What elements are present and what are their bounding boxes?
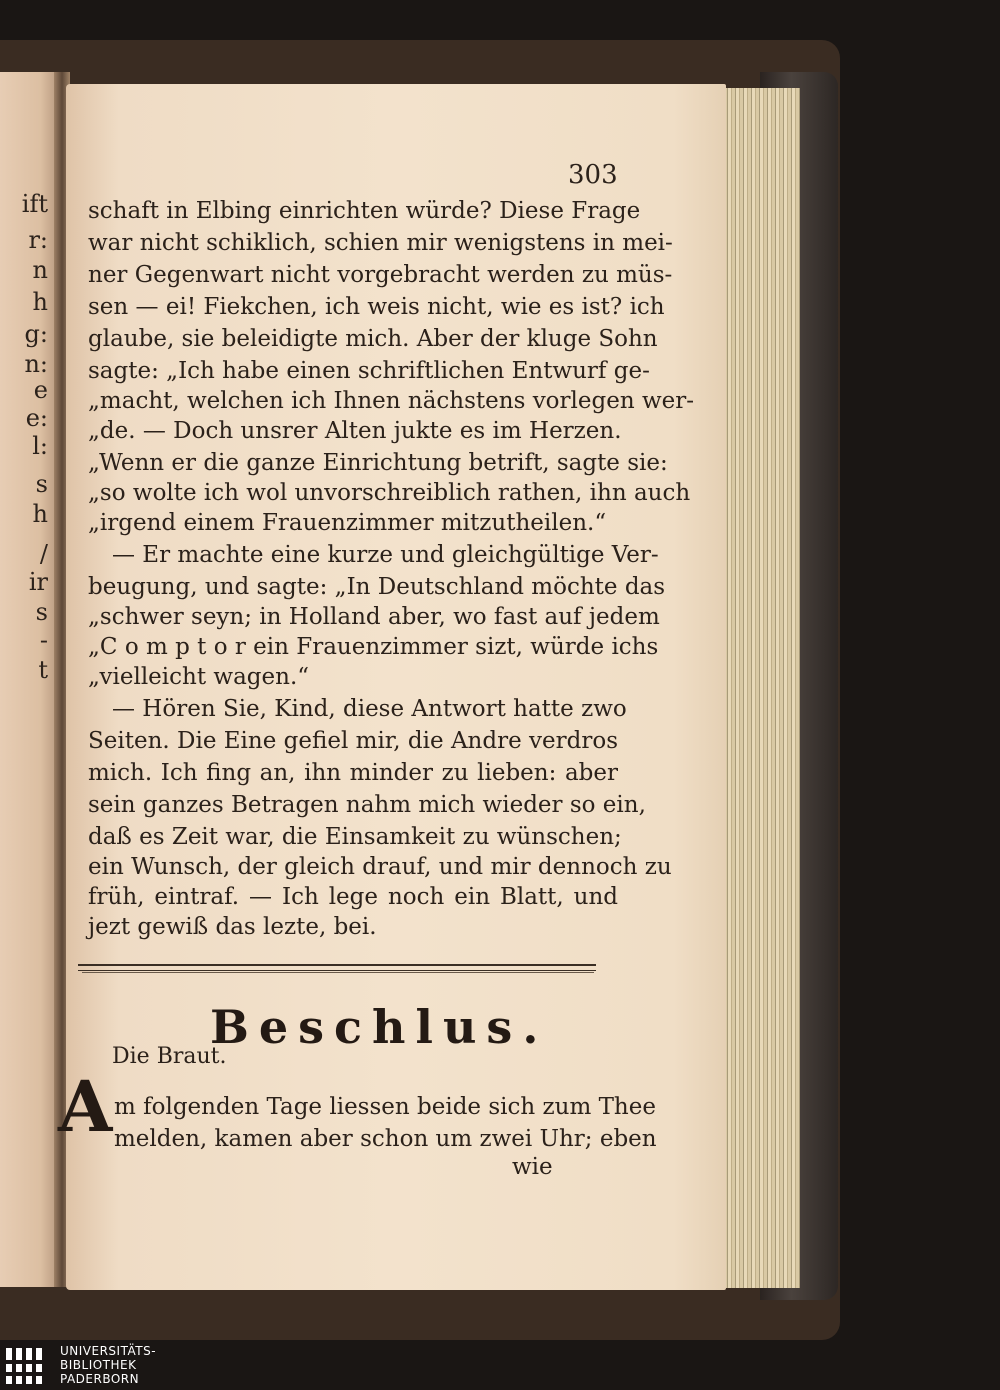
text-line: früh, eintraf. — Ich lege noch ein Blatt, und xyxy=(88,884,618,910)
left-fragment: h xyxy=(32,288,48,316)
left-fragment: s xyxy=(35,598,48,626)
left-fragment: h xyxy=(32,500,48,528)
library-name-line: UNIVERSITÄTS- xyxy=(60,1344,157,1358)
text-line: „Wenn er die ganze Einrichtung betrift, sagte sie: xyxy=(88,450,668,476)
left-fragment: s xyxy=(35,470,48,498)
text-line: melden, kamen aber schon um zwei Uhr; eben xyxy=(114,1126,657,1152)
text-line: „so wolte ich wol unvorschreiblich rathen, ihn auch xyxy=(88,480,691,506)
left-fragment: / xyxy=(39,540,48,568)
text-line: ner Gegenwart nicht vorgebracht werden zu müs- xyxy=(88,262,673,288)
page-number: 303 xyxy=(568,160,618,190)
text-line: ein Wunsch, der gleich drauf, und mir dennoch zu xyxy=(88,854,672,880)
text-line: mich. Ich fing an, ihn minder zu lieben: aber xyxy=(88,760,618,786)
text-line: sein ganzes Betragen nahm mich wieder so ein, xyxy=(88,792,646,818)
left-fragment: n: xyxy=(24,350,48,378)
library-name xyxy=(60,1344,156,1386)
text-line: war nicht schiklich, schien mir wenigstens in mei- xyxy=(88,230,673,256)
text-line: „vielleicht wagen.“ xyxy=(88,664,310,690)
text-line: „schwer seyn; in Holland aber, wo fast auf jedem xyxy=(88,604,660,630)
library-logo xyxy=(0,1340,1000,1390)
text-line: — Er machte eine kurze und gleichgültige Ver- xyxy=(112,542,659,568)
text-line: daß es Zeit war, die Einsamkeit zu wünschen; xyxy=(88,824,622,850)
library-name-line: PADERBORN xyxy=(60,1372,140,1386)
text-line: „C o m p t o r ein Frauenzimmer sizt, würde ichs xyxy=(88,634,659,660)
drop-capital: A xyxy=(58,1065,113,1148)
left-fragment: g: xyxy=(24,320,48,348)
text-line: beugung, und sagte: „In Deutschland möchte das xyxy=(88,574,666,600)
library-name-line: BIBLIOTHEK xyxy=(60,1358,137,1372)
left-fragment: - xyxy=(39,626,48,654)
catchword: wie xyxy=(512,1154,553,1180)
left-fragment: l: xyxy=(32,432,48,460)
left-fragment: t xyxy=(38,656,48,684)
text-line: — Hören Sie, Kind, diese Antwort hatte zwo xyxy=(112,696,627,722)
left-fragment: e: xyxy=(25,404,48,432)
text-line: glaube, sie beleidigte mich. Aber der kluge Sohn xyxy=(88,326,658,352)
left-fragment: e xyxy=(33,376,48,404)
left-fragment: n xyxy=(32,256,48,284)
text-line: m folgenden Tage liessen beide sich zum Thee xyxy=(114,1094,656,1120)
left-fragment: ift xyxy=(21,190,48,218)
text-line: sagte: „Ich habe einen schriftlichen Entwurf ge- xyxy=(88,358,650,384)
section-divider-thin xyxy=(82,972,594,973)
section-divider xyxy=(78,964,596,971)
text-line: jezt gewiß das lezte, bei. xyxy=(88,914,377,940)
text-line: „de. — Doch unsrer Alten jukte es im Herzen. xyxy=(88,418,622,444)
text-line: sen — ei! Fiekchen, ich weis nicht, wie es ist? ich xyxy=(88,294,665,320)
text-line: „macht, welchen ich Ihnen nächstens vorlegen wer- xyxy=(88,388,695,414)
left-fragment: ir xyxy=(28,568,48,596)
library-emblem-icon xyxy=(4,1346,48,1386)
section-heading: Beschlus. xyxy=(210,1000,549,1054)
text-line: „irgend einem Frauenzimmer mitzutheilen.“ xyxy=(88,510,607,536)
text-line: Seiten. Die Eine gefiel mir, die Andre verdros xyxy=(88,728,618,754)
left-fragment: r: xyxy=(28,226,48,254)
text-line: schaft in Elbing einrichten würde? Diese Frage xyxy=(88,198,641,224)
section-subheading: Die Braut. xyxy=(112,1044,227,1069)
